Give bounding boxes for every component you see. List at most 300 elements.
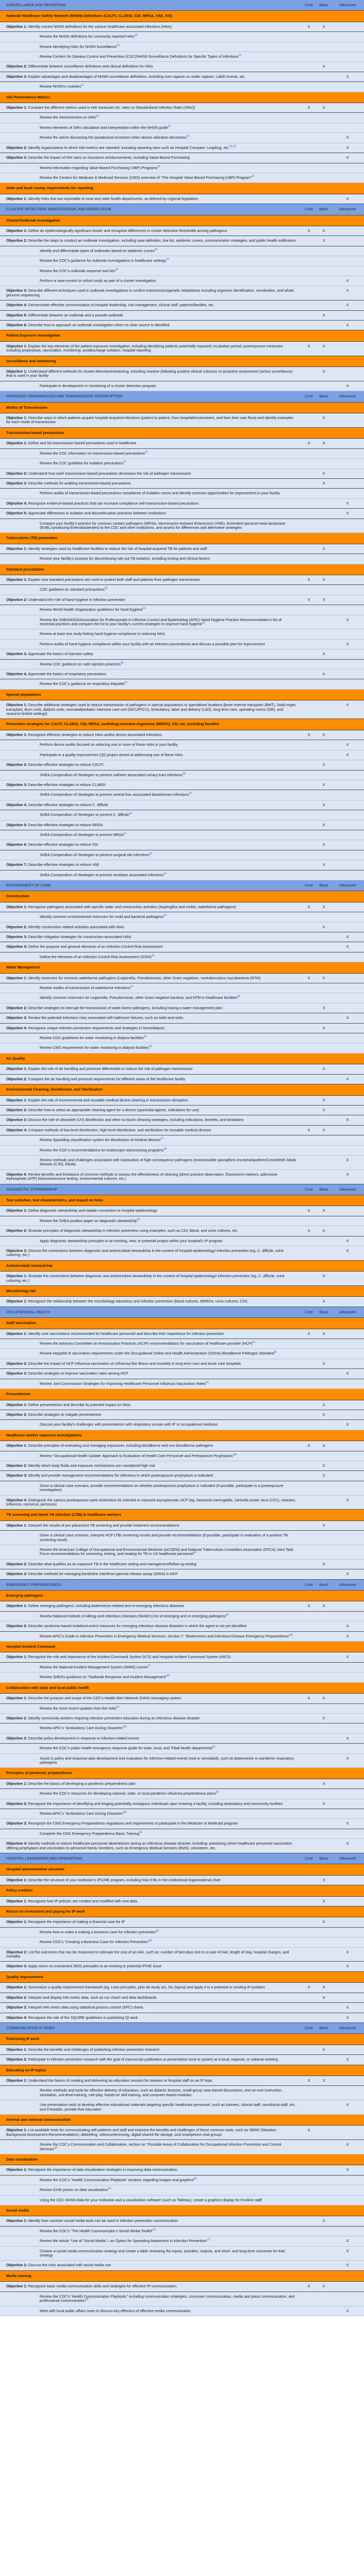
reference-link[interactable]: 32 (123, 460, 126, 464)
objective-text: Define an epidemiologically significant cluster and recognize differences in cluster detection thresholds among pathogens (28, 228, 227, 233)
basic-mark (317, 1369, 331, 1379)
objective-text: Compare methods of low-level disinfection, high-level disinfection, and sterilization for reusable medical devices (28, 1127, 211, 1132)
reference-link[interactable]: 52 (206, 1381, 209, 1384)
basic-mark (317, 2100, 331, 2115)
advanced-mark (331, 1023, 364, 1033)
objective-row (0, 932, 364, 942)
core-mark: X (301, 22, 317, 31)
objective-row (0, 413, 364, 428)
objective-text-cell (0, 2216, 301, 2226)
objective-text: Define diagnostic stewardship and explain connection to hospital epidemiology (28, 1208, 157, 1213)
objective-row (0, 1074, 364, 1084)
objective-row (0, 2216, 364, 2226)
reference-link[interactable]: 41 (124, 832, 127, 835)
objective-text-cell (0, 113, 301, 123)
objective-label: Objective 3: (6, 934, 27, 939)
basic-mark (317, 850, 331, 860)
core-mark (301, 1216, 317, 1226)
objective-label: Objective 1: (6, 1654, 27, 1660)
advanced-mark (331, 310, 364, 320)
core-mark: X (301, 1206, 317, 1216)
core-mark: X (301, 575, 317, 584)
core-mark: X (301, 1125, 317, 1135)
activity-row (0, 810, 364, 820)
reference-link[interactable]: 45 (151, 954, 155, 958)
reference-link[interactable]: 30 (115, 268, 118, 272)
objective-row (0, 1694, 364, 1703)
objective-label: Objective 2: (6, 1107, 27, 1112)
objective-text-cell (0, 1369, 301, 1379)
section-title: SURVEILLANCE AND REPORTING (0, 0, 301, 11)
advanced-mark (331, 1993, 364, 2002)
advanced-mark: X (331, 1733, 364, 1743)
core-mark (301, 381, 317, 391)
objective-row (0, 286, 364, 300)
objective-label: Objective 3: (6, 1571, 27, 1577)
objective-text-cell (0, 780, 301, 790)
objective-label: Objective 2: (6, 597, 27, 602)
reference-link[interactable]: 56 (290, 1633, 293, 1637)
core-mark: X (301, 226, 317, 236)
advanced-mark (331, 1520, 364, 1530)
core-mark (301, 810, 317, 820)
section-title: CLUSTER DETECTION, INVESTIGATION, AND RESOLUTION (0, 204, 301, 215)
objective-text-cell (0, 1631, 301, 1641)
reference-link[interactable]: 70 (153, 2228, 156, 2232)
activity-text: Review CDC’s “Creating a Business Case for Infection Prevention” (40, 1939, 149, 1945)
reference-link[interactable]: 64 (139, 1831, 142, 1834)
advanced-mark (331, 1410, 364, 1419)
level-header-core: Core (301, 1579, 317, 1590)
objective-text: Discuss the role of ultraviolet (UV) disinfection and other no touch cleaning strategies, including indications, benefits, and limitations (28, 1117, 244, 1123)
core-mark (301, 820, 317, 830)
objective-text: Define presenteeism and describe its potential impact on HAIs (28, 1402, 130, 1407)
basic-mark (317, 82, 331, 92)
reference-link[interactable]: 31 (145, 450, 148, 454)
reference-link[interactable]: 18 (134, 34, 138, 37)
activity-row (0, 1789, 364, 1799)
reference-link[interactable]: 62 (216, 1791, 219, 1794)
topic-header-row (0, 2065, 364, 2076)
objective-text-cell (0, 902, 301, 912)
activity-row (0, 448, 364, 458)
advanced-mark (331, 2126, 364, 2140)
reference-link[interactable]: 27 (252, 175, 255, 178)
advanced-mark (331, 860, 364, 870)
activity-row (0, 2226, 364, 2236)
advanced-mark (331, 790, 364, 800)
advanced-mark (331, 1481, 364, 1495)
activity-text: Review the CDC’s outbreak response tool kits (40, 268, 115, 273)
core-mark (301, 952, 317, 962)
activity-text: Review “Occupational Health Update: Approach to Evaluation of Health Care Personnel and Preexposure Prophylaxis” (40, 1453, 234, 1458)
reference-link[interactable]: 38 (183, 772, 186, 776)
reference-link[interactable]: 36 (121, 661, 124, 665)
objective-text: Recognize the relationship between the microbiology laboratory and infection prevention (blood cultures, MDROs, urine cultures, CDI) (28, 1299, 247, 1304)
objective-text: Differentiate between an outbreak and a pseudo-outbreak (28, 312, 123, 317)
basic-mark (317, 123, 331, 132)
core-mark (301, 1461, 317, 1470)
objective-text-cell (0, 993, 301, 1003)
topic-header-row (0, 2034, 364, 2045)
core-mark (301, 1937, 317, 1947)
basic-mark (317, 256, 331, 266)
objective-label: Objective 4: (6, 672, 27, 677)
objective-text: Describe additional strategies used to reduce transmission of pathogens in special populations or specialized locations [bone marrow transplant (BMT), Solid organ transplant, Burn units, dialysis units, neonatal/pediatric intensive care unit (NICU/PICU), Ambulatory, labor and delivery (L&D), long term care, operating rooms (OR), and resource limited settings] (6, 702, 296, 716)
topic-header-row (0, 1864, 364, 1875)
activity-row (0, 1531, 364, 1545)
reference-link[interactable]: 65 (156, 1929, 159, 1933)
core-mark (301, 1339, 317, 1349)
reference-link[interactable]: 68 (193, 2177, 196, 2181)
objective-label: Objective 2: (6, 1561, 27, 1566)
reference-link[interactable]: 21 (81, 83, 84, 87)
activity-row (0, 489, 364, 498)
advanced-mark (331, 1694, 364, 1703)
objective-text-cell (0, 942, 301, 952)
basic-mark (317, 1135, 331, 1145)
basic-mark (317, 1672, 331, 1682)
topic-header-row (0, 1430, 364, 1441)
advanced-mark (331, 902, 364, 912)
core-mark: X (301, 1694, 317, 1703)
reference-link[interactable]: 44 (130, 985, 134, 989)
objective-text-cell (0, 1744, 301, 1753)
advanced-mark (331, 800, 364, 810)
basic-mark (317, 1169, 331, 1184)
activity-text: Define the elements of an Infection Control Risk Assessment (ICRA) (40, 954, 152, 959)
objective-row (0, 1400, 364, 1410)
objective-text-cell (0, 1917, 301, 1927)
objective-text: Recognize unique infection prevention requirements and strategies in hemodialysis (28, 1025, 164, 1030)
basic-mark: X (317, 1520, 331, 1530)
objective-row (0, 103, 364, 113)
basic-mark: X (317, 367, 331, 381)
basic-mark (317, 52, 331, 62)
objective-text-cell (0, 439, 301, 448)
advanced-mark: X (331, 2055, 364, 2065)
basic-mark: X (317, 1799, 331, 1809)
objective-text-cell (0, 2045, 301, 2054)
basic-mark (317, 659, 331, 669)
core-mark (301, 1169, 317, 1184)
objective-row (0, 1023, 364, 1033)
objective-text-cell (0, 1441, 301, 1451)
reference-link[interactable]: 44 (237, 995, 240, 999)
section-header-row (0, 2022, 364, 2033)
objective-text: Compare the air handling and pressure requirements for different areas of the healthcare facility (28, 1076, 186, 1081)
topic-title: Educating on IP topics (0, 2065, 364, 2076)
activity-row (0, 554, 364, 564)
activity-text: Review how to make a making a business case for infection prevention (40, 1929, 156, 1934)
activity-row (0, 1631, 364, 1641)
advanced-mark (331, 1703, 364, 1713)
activity-text: Review information regarding Value-Based Purchasing (VBP) Programs (40, 165, 158, 170)
advanced-mark: X (331, 1495, 364, 1510)
reference-link[interactable]: 37 (124, 681, 128, 685)
basic-mark (317, 2195, 331, 2205)
basic-mark (317, 2165, 331, 2175)
reference-link[interactable]: 59 (116, 1705, 119, 1709)
advanced-mark: X (331, 194, 364, 204)
basic-mark (317, 1033, 331, 1043)
activity-text: Perform a case-control or cohort study as part of a cluster investigation (40, 278, 156, 283)
reference-link[interactable]: 60 (123, 1725, 127, 1729)
objective-text-cell (0, 2140, 301, 2154)
objective-text-cell (0, 1105, 301, 1115)
advanced-mark: X (331, 2100, 364, 2115)
advanced-mark (331, 1713, 364, 1723)
advanced-mark (331, 1983, 364, 1993)
advanced-mark (331, 1135, 364, 1145)
reference-link[interactable]: 54 (193, 1551, 196, 1555)
basic-mark (317, 1145, 331, 1155)
core-mark (301, 1559, 317, 1569)
core-mark (301, 2216, 317, 2226)
reference-link[interactable]: 29 (166, 258, 169, 261)
advanced-mark (331, 912, 364, 922)
objective-text-cell (0, 1216, 301, 1226)
reference-link[interactable]: 22 (96, 115, 100, 119)
reference-link[interactable]: 48 (163, 1147, 167, 1151)
reference-link[interactable]: 51 (274, 1351, 277, 1354)
advanced-mark: X (331, 1621, 364, 1631)
advanced-mark (331, 1896, 364, 1906)
reference-link[interactable]: 67 (55, 2146, 58, 2150)
advanced-mark: X (331, 1169, 364, 1184)
advanced-mark (331, 518, 364, 533)
basic-mark (317, 448, 331, 458)
basic-mark: X (317, 1125, 331, 1135)
basic-mark: X (317, 902, 331, 912)
reference-link[interactable]: 57 (147, 1664, 151, 1668)
objective-label: Objective 6: (6, 323, 27, 327)
objective-row (0, 902, 364, 912)
activity-text: Review APIC’s “Ambulatory Care During Disasters” (40, 1726, 124, 1731)
core-mark (301, 1799, 317, 1809)
objective-text: Recognize the importance of data visualization strategies in improving data communication. (28, 2167, 178, 2172)
topic-header-row (0, 427, 364, 438)
reference-link[interactable]: 49 (137, 1218, 140, 1222)
objective-text-cell (0, 659, 301, 669)
level-header-advanced: Advanced (331, 880, 364, 891)
objective-text-cell (0, 1839, 301, 1853)
reference-link[interactable]: 39 (189, 792, 192, 795)
topic-title: Staff vaccination (0, 1318, 364, 1329)
basic-mark (317, 554, 331, 564)
activity-text: Review at least one study linking hand hygiene compliance to reducing HAIs (40, 631, 165, 637)
basic-mark: X (317, 595, 331, 605)
core-mark (301, 256, 317, 266)
activity-text: SHEA Compendium of Strategies to prevent central line–associated bloodstream infections (40, 792, 189, 797)
advanced-mark (331, 236, 364, 246)
reference-link[interactable]: 42 (149, 852, 153, 856)
core-mark (301, 2055, 317, 2065)
objective-row (0, 1652, 364, 1662)
reference-link[interactable]: 63 (123, 1811, 127, 1814)
advanced-mark (331, 163, 364, 173)
basic-mark: X (317, 1983, 331, 1993)
objective-text: Recognize basic media communication skills and strategies for effective IP communication. (28, 2284, 178, 2289)
core-mark (301, 82, 317, 92)
advanced-mark (331, 1003, 364, 1013)
basic-mark: X (317, 1400, 331, 1410)
basic-mark (317, 870, 331, 880)
objective-text-cell (0, 310, 301, 320)
topic-header-row (0, 2270, 364, 2281)
objective-row (0, 595, 364, 605)
advanced-mark (331, 113, 364, 123)
level-header-basic: Basic (317, 204, 331, 215)
objective-text-cell (0, 1733, 301, 1743)
reference-link[interactable]: 44 (143, 1035, 147, 1039)
reference-link[interactable]: 71 (207, 2238, 211, 2242)
basic-mark (317, 1611, 331, 1621)
objective-text: Understand how each transmission-based precautions decreases the risk of pathogen transmission (28, 471, 191, 476)
activity-row (0, 830, 364, 840)
objective-label: Objective 2: (6, 471, 27, 476)
core-mark (301, 585, 317, 595)
advanced-mark: X (331, 286, 364, 300)
objective-text: Recognize the role and importance of the Incident Command System (ICS) and Hospital Incident Command System (HICS) (28, 1654, 231, 1660)
basic-mark (317, 1246, 331, 1261)
advanced-mark (331, 922, 364, 932)
advanced-mark (331, 82, 364, 92)
reference-link[interactable]: 58 (167, 1674, 170, 1678)
reference-link[interactable]: 47 (160, 1137, 164, 1141)
objective-text-cell (0, 1013, 301, 1023)
objective-row (0, 2076, 364, 2085)
reference-link[interactable]: 53 (234, 1453, 237, 1457)
core-mark (301, 760, 317, 770)
advanced-mark: X (331, 1753, 364, 1768)
activity-row (0, 1451, 364, 1461)
reference-link[interactable]: 44 (163, 914, 167, 917)
objective-text: Compare the different metrics used in HAI measures (ie, rates vs Standardized Infection Ratio (SIRs)) (28, 105, 195, 110)
reference-link[interactable]: 50 (252, 1341, 255, 1344)
objective-label: Objective 1: (6, 546, 27, 551)
objective-label: Objective 3: (6, 1473, 27, 1478)
reference-link[interactable]: 24,25 (229, 145, 236, 148)
activity-text: Review the most recent updates from the HAN (40, 1705, 117, 1711)
reference-link[interactable]: 61 (212, 1745, 216, 1749)
objective-text-cell (0, 1339, 301, 1349)
objective-label: Objective 2: (6, 1412, 27, 1417)
objective-text: Describe the purpose and scope of the CDC’s Health Alert Network (HAN) messaging system (28, 1696, 181, 1701)
reference-link[interactable]: 43 (163, 872, 167, 876)
reference-link[interactable]: 66 (149, 1939, 152, 1943)
objective-text-cell (0, 554, 301, 564)
topic-header-row (0, 402, 364, 413)
core-mark: X (301, 1441, 317, 1451)
core-mark (301, 143, 317, 153)
basic-mark: X (317, 1095, 331, 1105)
topic-title: Transmission-based precautions (0, 427, 364, 438)
advanced-mark (331, 246, 364, 256)
objective-label: Objective 2: (6, 1624, 27, 1629)
reference-link[interactable]: 46 (148, 1045, 152, 1049)
basic-mark (317, 1829, 331, 1838)
section-title: OCCUPATIONAL HEALTH (0, 1307, 301, 1317)
objective-row (0, 1896, 364, 1906)
basic-mark: X (317, 1694, 331, 1703)
basic-mark (317, 2261, 331, 2270)
objective-text-cell (0, 1125, 301, 1135)
objective-text: Describe the steps to conduct an outbreak investigation, including case definition, line list, epidemic curves, communication strategies, and public health notification (28, 238, 296, 243)
objective-text: Describe different techniques used in outbreak investigations to confirm transmission/genetic relatedness including organism identification, sensitivities, and whole genome sequencing. (6, 288, 294, 297)
advanced-mark (331, 1216, 364, 1226)
core-mark (301, 489, 317, 498)
activity-row (0, 659, 364, 669)
reference-link[interactable]: 23 (186, 135, 190, 138)
reference-link[interactable]: 28 (154, 248, 158, 252)
reference-link[interactable]: 55 (226, 1613, 229, 1617)
advanced-mark (331, 103, 364, 113)
objective-text-cell (0, 2100, 301, 2115)
basic-mark (317, 1349, 331, 1359)
level-header-core: Core (301, 1853, 317, 1864)
objective-label: Objective 1: (6, 975, 27, 980)
reference-link[interactable]: 40 (129, 812, 132, 815)
topic-title: Healthcare worker exposure investigations (0, 1430, 364, 1441)
activity-row (0, 2246, 364, 2261)
reference-link[interactable]: 33 (104, 587, 108, 590)
objective-row (0, 922, 364, 932)
activity-row (0, 605, 364, 615)
activity-row (0, 123, 364, 132)
reference-link[interactable]: 19 (117, 44, 120, 47)
reference-link[interactable]: 26 (157, 165, 160, 169)
core-mark (301, 639, 317, 649)
objective-text-cell (0, 1297, 301, 1307)
objective-row (0, 1495, 364, 1510)
objective-text-cell (0, 1272, 301, 1286)
core-mark (301, 133, 317, 143)
reference-link[interactable]: 68 (86, 2298, 89, 2301)
objective-text-cell (0, 321, 301, 330)
objective-row (0, 439, 364, 448)
reference-link[interactable]: 20 (238, 54, 241, 57)
basic-mark: X (317, 341, 331, 356)
objective-row (0, 2165, 364, 2175)
advanced-mark (331, 413, 364, 428)
objective-row (0, 1125, 364, 1135)
core-mark (301, 276, 317, 286)
reference-link[interactable]: 34 (142, 607, 146, 610)
core-mark (301, 1420, 317, 1430)
reference-link[interactable]: 22 (168, 125, 171, 128)
core-mark (301, 2003, 317, 2013)
objective-label: Objective 2: (6, 1801, 27, 1806)
objective-label: Objective 1: (6, 1097, 27, 1102)
core-mark (301, 750, 317, 760)
basic-mark (317, 629, 331, 639)
topic-header-row (0, 1971, 364, 1982)
basic-mark: X (317, 1003, 331, 1013)
activity-text: Review the intro/overview on SIRs (40, 115, 96, 120)
core-mark (301, 72, 317, 81)
activity-text: Review National Institute of Allergy and Infectious Diseases (NIAID’s) list of emerging and re-emerging pathogens (40, 1613, 226, 1618)
reference-link[interactable]: 35 (202, 621, 205, 625)
objective-row (0, 153, 364, 163)
objective-text-cell (0, 2185, 301, 2195)
reference-link[interactable]: 69 (108, 2187, 111, 2190)
objective-text-cell (0, 700, 301, 719)
objective-text: Identify strategies used by healthcare facilities to reduce the risk of hospital-acquired TB for patients and staff (28, 546, 207, 551)
core-mark (301, 2100, 317, 2115)
topic-header-row (0, 183, 364, 194)
core-mark (301, 1297, 317, 1307)
